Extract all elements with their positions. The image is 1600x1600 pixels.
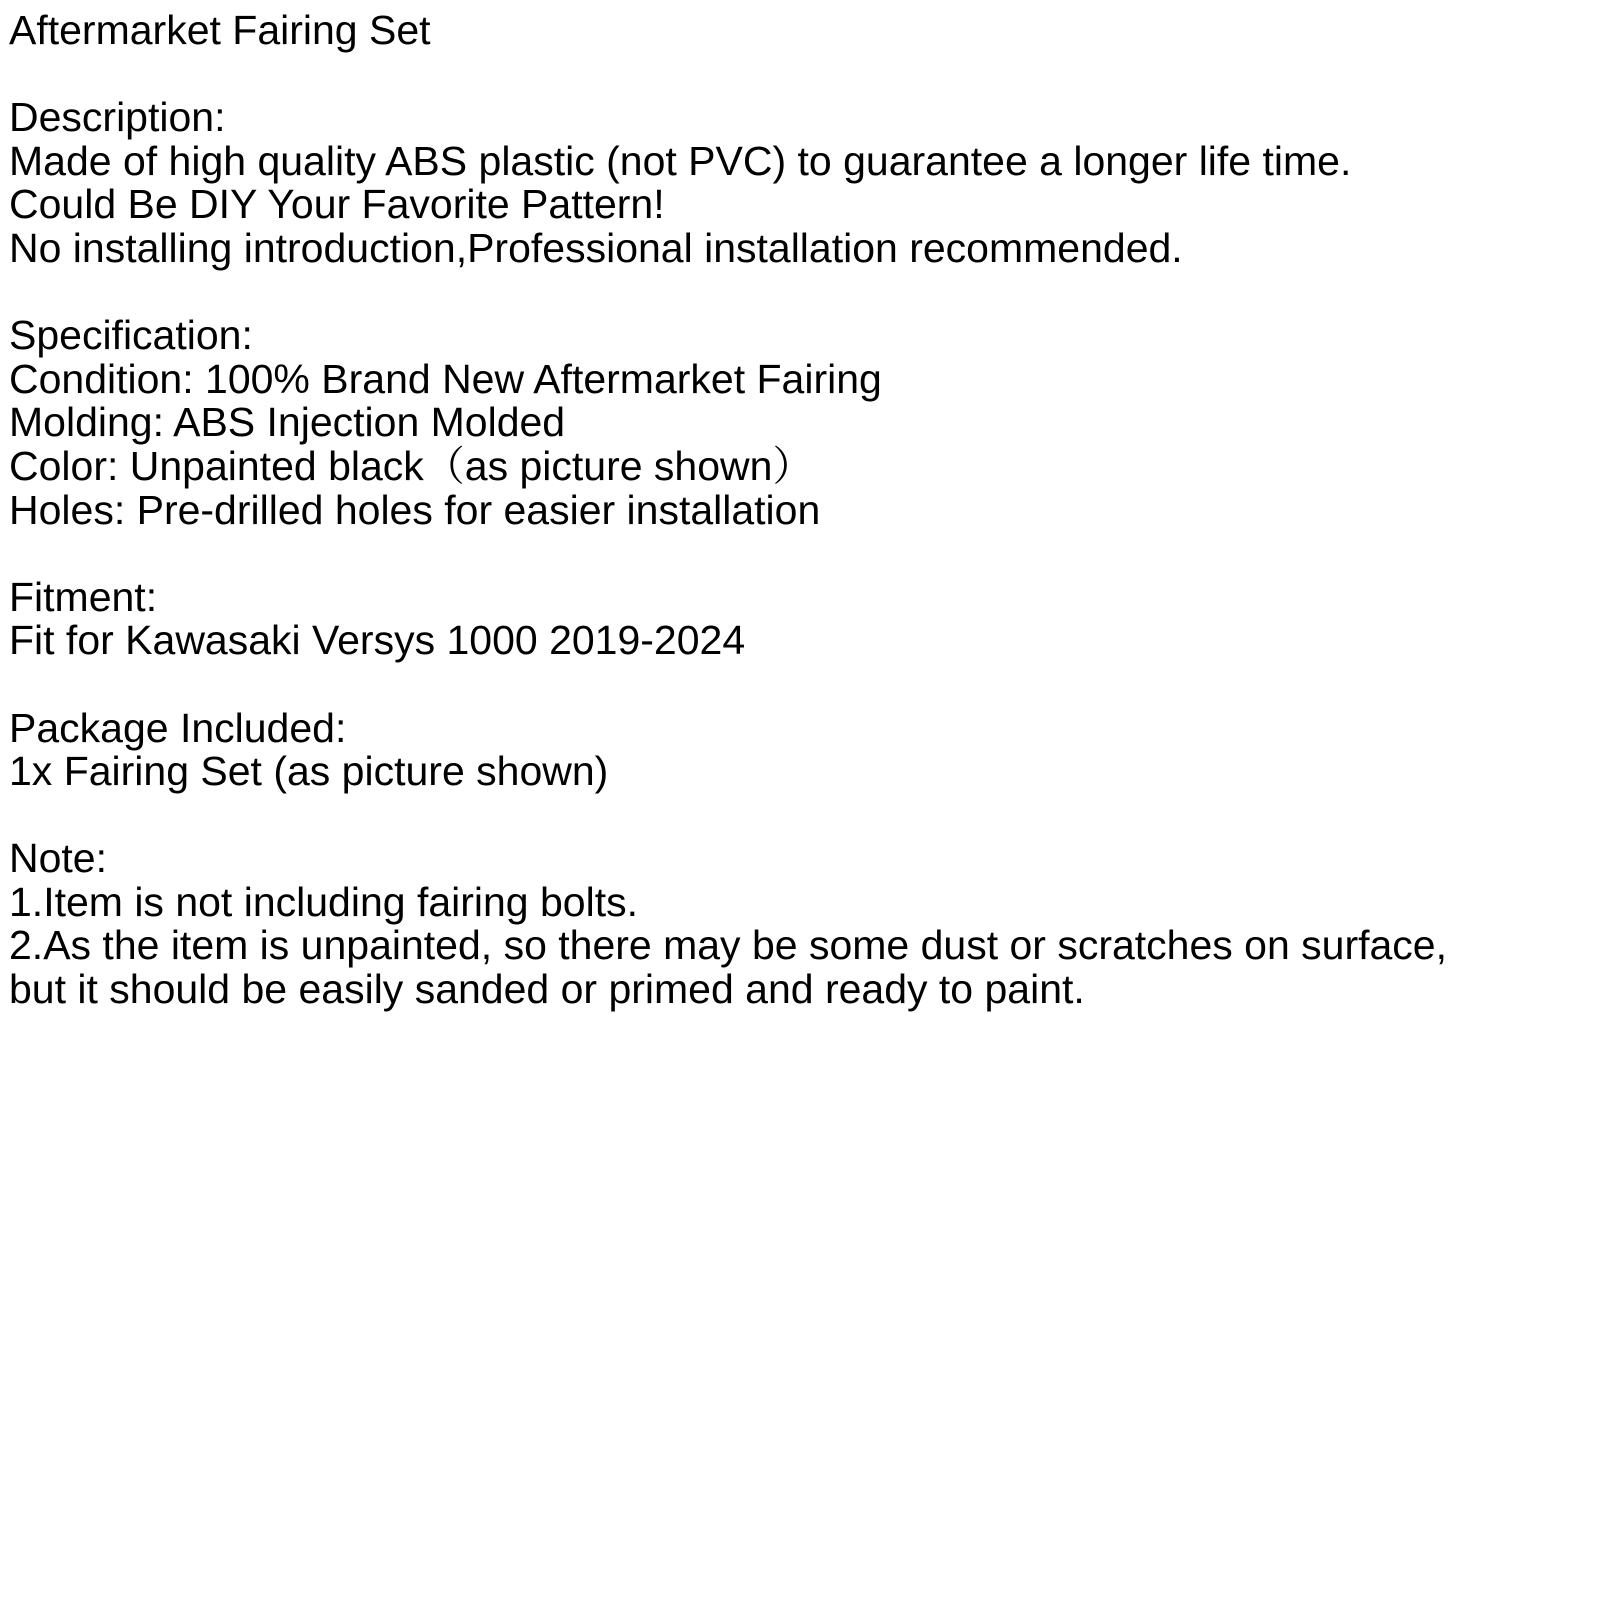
specification-heading: Specification:	[9, 312, 253, 359]
document-title: Aftermarket Fairing Set	[9, 7, 431, 53]
description-heading: Description:	[9, 94, 226, 141]
specification-molding: Molding: ABS Injection Molded	[9, 399, 566, 446]
description-line: Could Be DIY Your Favorite Pattern!	[9, 181, 665, 228]
specification-holes: Holes: Pre-drilled holes for easier installation	[9, 486, 821, 533]
spacer	[9, 663, 1600, 707]
note-line: 1.Item is not including fairing bolts.	[9, 878, 638, 925]
fitment-line: Fit for Kawasaki Versys 1000 2019-2024	[9, 617, 746, 664]
fitment-heading: Fitment:	[9, 573, 158, 620]
description-line: Made of high quality ABS plastic (not PVC) to guarantee a longer life time.	[9, 137, 1352, 184]
specification-color: Color: Unpainted black（as picture shown）	[9, 442, 814, 489]
spacer	[9, 271, 1600, 315]
spacer	[9, 532, 1600, 576]
description-line: No installing introduction,Professional installation recommended.	[9, 224, 1183, 271]
note-line: 2.As the item is unpainted, so there may be some dust or scratches on surface,	[9, 922, 1448, 969]
spacer	[9, 53, 1600, 97]
package-line: 1x Fairing Set (as picture shown)	[9, 748, 609, 795]
note-line: but it should be easily sanded or primed and ready to paint.	[9, 966, 1085, 1013]
specification-condition: Condition: 100% Brand New Aftermarket Fairing	[9, 355, 882, 402]
note-heading: Note:	[9, 835, 107, 882]
spacer	[9, 794, 1600, 838]
package-heading: Package Included:	[9, 704, 347, 751]
